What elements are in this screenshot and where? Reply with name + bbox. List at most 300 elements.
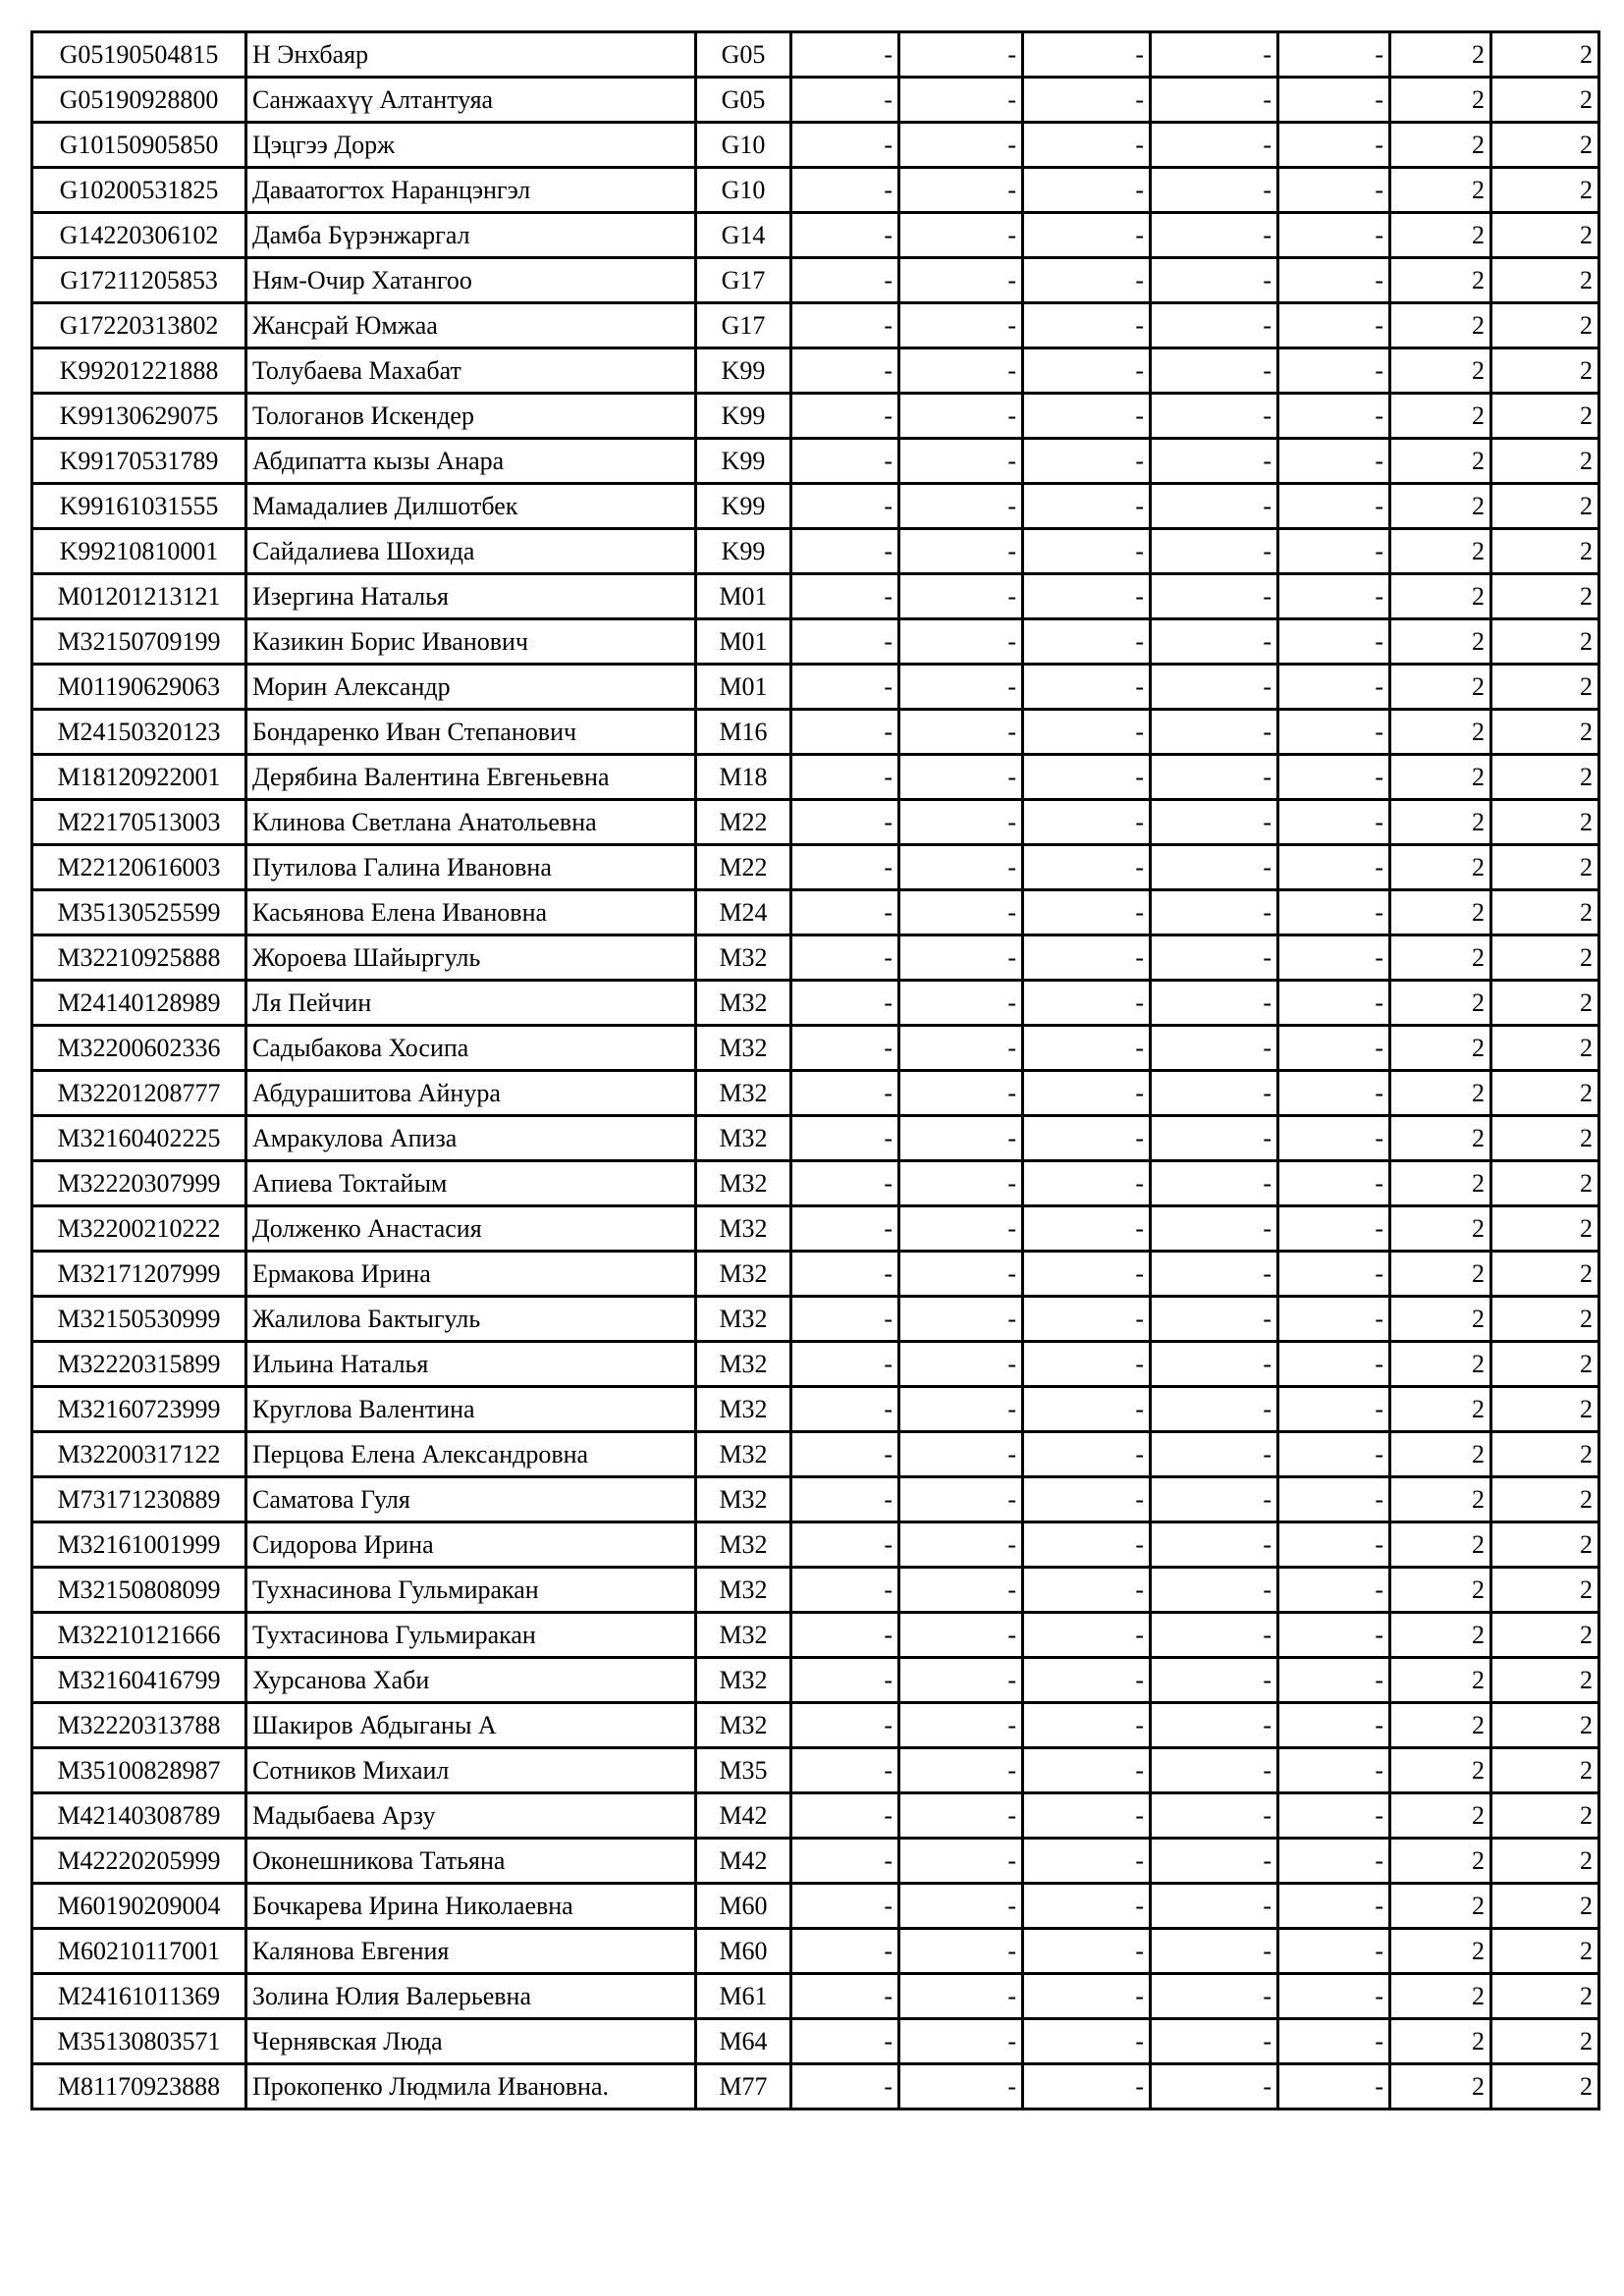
participant-id-cell: K99130629075 bbox=[32, 394, 246, 439]
table-row bbox=[32, 303, 1599, 348]
participant-id-cell: M32160402225 bbox=[32, 1116, 246, 1161]
participant-name-cell: Мадыбаева Арзу bbox=[246, 1793, 696, 1839]
score-cell-3: - bbox=[1023, 1252, 1151, 1297]
score-cell-5: - bbox=[1278, 1387, 1390, 1432]
value-cell-1: 2 bbox=[1390, 529, 1491, 574]
score-cell-2: - bbox=[899, 1793, 1023, 1839]
score-cell-1: - bbox=[791, 574, 899, 619]
score-cell-1: - bbox=[791, 1839, 899, 1884]
table-row bbox=[32, 890, 1599, 935]
table-row bbox=[32, 2019, 1599, 2064]
score-cell-3: - bbox=[1023, 1026, 1151, 1071]
value-cell-1: 2 bbox=[1390, 213, 1491, 258]
group-code-cell: M32 bbox=[696, 1026, 791, 1071]
score-cell-3: - bbox=[1023, 1342, 1151, 1387]
value-cell-1: 2 bbox=[1390, 665, 1491, 710]
table-row bbox=[32, 1748, 1599, 1793]
participant-name-cell: Тухнасинова Гульмиракан bbox=[246, 1568, 696, 1613]
score-cell-5: - bbox=[1278, 303, 1390, 348]
value-cell-1: 2 bbox=[1390, 168, 1491, 213]
value-cell-1: 2 bbox=[1390, 1297, 1491, 1342]
participant-id-cell: M73171230889 bbox=[32, 1477, 246, 1522]
participant-name-cell: Оконешникова Татьяна bbox=[246, 1839, 696, 1884]
value-cell-2: 2 bbox=[1491, 1342, 1599, 1387]
participant-name-cell: Изергина Наталья bbox=[246, 574, 696, 619]
participant-id-cell: M32220307999 bbox=[32, 1161, 246, 1206]
score-cell-5: - bbox=[1278, 1884, 1390, 1929]
participant-id-cell: M32200317122 bbox=[32, 1432, 246, 1477]
table-row bbox=[32, 213, 1599, 258]
table-row bbox=[32, 619, 1599, 665]
table-row bbox=[32, 1026, 1599, 1071]
score-cell-1: - bbox=[791, 484, 899, 529]
participant-name-cell: Сайдалиева Шохида bbox=[246, 529, 696, 574]
score-cell-4: - bbox=[1151, 619, 1278, 665]
value-cell-2: 2 bbox=[1491, 755, 1599, 800]
value-cell-1: 2 bbox=[1390, 123, 1491, 168]
score-cell-5: - bbox=[1278, 845, 1390, 890]
participant-name-cell: Цэцгээ Дорж bbox=[246, 123, 696, 168]
table-row bbox=[32, 1252, 1599, 1297]
value-cell-1: 2 bbox=[1390, 1522, 1491, 1568]
score-cell-3: - bbox=[1023, 800, 1151, 845]
score-cell-5: - bbox=[1278, 1929, 1390, 1974]
participant-id-cell: M24140128989 bbox=[32, 981, 246, 1026]
group-code-cell: M01 bbox=[696, 574, 791, 619]
value-cell-2: 2 bbox=[1491, 1026, 1599, 1071]
score-cell-3: - bbox=[1023, 78, 1151, 123]
score-cell-2: - bbox=[899, 1658, 1023, 1703]
score-cell-5: - bbox=[1278, 665, 1390, 710]
participant-name-cell: Чернявская Люда bbox=[246, 2019, 696, 2064]
score-cell-1: - bbox=[791, 619, 899, 665]
score-cell-4: - bbox=[1151, 1839, 1278, 1884]
participant-id-cell: M24161011369 bbox=[32, 1974, 246, 2019]
score-cell-2: - bbox=[899, 1071, 1023, 1116]
participant-id-cell: M35130803571 bbox=[32, 2019, 246, 2064]
score-cell-1: - bbox=[791, 1658, 899, 1703]
score-cell-5: - bbox=[1278, 1974, 1390, 2019]
participant-id-cell: G17220313802 bbox=[32, 303, 246, 348]
value-cell-2: 2 bbox=[1491, 710, 1599, 755]
table-row bbox=[32, 1297, 1599, 1342]
value-cell-2: 2 bbox=[1491, 394, 1599, 439]
score-cell-1: - bbox=[791, 1161, 899, 1206]
table-row bbox=[32, 123, 1599, 168]
participant-id-cell: M32150709199 bbox=[32, 619, 246, 665]
score-cell-5: - bbox=[1278, 1658, 1390, 1703]
participant-id-cell: M01190629063 bbox=[32, 665, 246, 710]
score-cell-4: - bbox=[1151, 1884, 1278, 1929]
table-row bbox=[32, 800, 1599, 845]
score-cell-3: - bbox=[1023, 1793, 1151, 1839]
value-cell-1: 2 bbox=[1390, 484, 1491, 529]
score-cell-4: - bbox=[1151, 665, 1278, 710]
score-cell-3: - bbox=[1023, 484, 1151, 529]
score-cell-4: - bbox=[1151, 439, 1278, 484]
value-cell-2: 2 bbox=[1491, 348, 1599, 394]
score-cell-4: - bbox=[1151, 168, 1278, 213]
score-cell-4: - bbox=[1151, 213, 1278, 258]
score-cell-1: - bbox=[791, 32, 899, 78]
score-cell-1: - bbox=[791, 439, 899, 484]
score-cell-2: - bbox=[899, 1297, 1023, 1342]
score-cell-3: - bbox=[1023, 1432, 1151, 1477]
participant-name-cell: Дамба Бүрэнжаргал bbox=[246, 213, 696, 258]
group-code-cell: M32 bbox=[696, 1522, 791, 1568]
score-cell-4: - bbox=[1151, 1297, 1278, 1342]
score-cell-4: - bbox=[1151, 529, 1278, 574]
score-cell-3: - bbox=[1023, 1116, 1151, 1161]
group-code-cell: K99 bbox=[696, 439, 791, 484]
value-cell-1: 2 bbox=[1390, 845, 1491, 890]
score-cell-4: - bbox=[1151, 1161, 1278, 1206]
table-row bbox=[32, 1071, 1599, 1116]
score-cell-1: - bbox=[791, 800, 899, 845]
score-cell-1: - bbox=[791, 394, 899, 439]
value-cell-1: 2 bbox=[1390, 1206, 1491, 1252]
score-cell-2: - bbox=[899, 935, 1023, 981]
value-cell-2: 2 bbox=[1491, 665, 1599, 710]
score-cell-2: - bbox=[899, 845, 1023, 890]
score-cell-1: - bbox=[791, 710, 899, 755]
value-cell-1: 2 bbox=[1390, 1342, 1491, 1387]
group-code-cell: M42 bbox=[696, 1793, 791, 1839]
score-cell-3: - bbox=[1023, 303, 1151, 348]
value-cell-2: 2 bbox=[1491, 2019, 1599, 2064]
score-cell-1: - bbox=[791, 1613, 899, 1658]
value-cell-1: 2 bbox=[1390, 1477, 1491, 1522]
score-cell-2: - bbox=[899, 1161, 1023, 1206]
value-cell-2: 2 bbox=[1491, 1071, 1599, 1116]
score-cell-3: - bbox=[1023, 981, 1151, 1026]
participant-name-cell: Клинова Светлана Анатольевна bbox=[246, 800, 696, 845]
table-row bbox=[32, 1342, 1599, 1387]
score-cell-4: - bbox=[1151, 574, 1278, 619]
participant-name-cell: Морин Александр bbox=[246, 665, 696, 710]
group-code-cell: M32 bbox=[696, 1252, 791, 1297]
participant-name-cell: Саматова Гуля bbox=[246, 1477, 696, 1522]
participant-name-cell: Н Энхбаяр bbox=[246, 32, 696, 78]
group-code-cell: G10 bbox=[696, 123, 791, 168]
value-cell-2: 2 bbox=[1491, 78, 1599, 123]
participant-name-cell: Круглова Валентина bbox=[246, 1387, 696, 1432]
score-cell-4: - bbox=[1151, 1748, 1278, 1793]
participant-id-cell: M32220315899 bbox=[32, 1342, 246, 1387]
value-cell-1: 2 bbox=[1390, 1432, 1491, 1477]
score-cell-4: - bbox=[1151, 1071, 1278, 1116]
score-cell-4: - bbox=[1151, 32, 1278, 78]
score-cell-2: - bbox=[899, 1839, 1023, 1884]
participant-id-cell: M60190209004 bbox=[32, 1884, 246, 1929]
score-cell-4: - bbox=[1151, 1477, 1278, 1522]
participant-name-cell: Мамадалиев Дилшотбек bbox=[246, 484, 696, 529]
table-row bbox=[32, 1793, 1599, 1839]
score-cell-5: - bbox=[1278, 1522, 1390, 1568]
score-cell-5: - bbox=[1278, 755, 1390, 800]
table-row bbox=[32, 1974, 1599, 2019]
value-cell-2: 2 bbox=[1491, 2064, 1599, 2109]
score-cell-5: - bbox=[1278, 348, 1390, 394]
score-cell-1: - bbox=[791, 935, 899, 981]
score-cell-3: - bbox=[1023, 258, 1151, 303]
group-code-cell: M61 bbox=[696, 1974, 791, 2019]
score-cell-3: - bbox=[1023, 1477, 1151, 1522]
score-cell-3: - bbox=[1023, 1748, 1151, 1793]
table-row bbox=[32, 529, 1599, 574]
participant-id-cell: M32161001999 bbox=[32, 1522, 246, 1568]
participant-id-cell: G10200531825 bbox=[32, 168, 246, 213]
score-cell-3: - bbox=[1023, 1206, 1151, 1252]
score-cell-5: - bbox=[1278, 1026, 1390, 1071]
score-cell-2: - bbox=[899, 1703, 1023, 1748]
group-code-cell: M16 bbox=[696, 710, 791, 755]
value-cell-1: 2 bbox=[1390, 1387, 1491, 1432]
value-cell-2: 2 bbox=[1491, 1568, 1599, 1613]
value-cell-2: 2 bbox=[1491, 619, 1599, 665]
group-code-cell: M32 bbox=[696, 1161, 791, 1206]
score-cell-4: - bbox=[1151, 1432, 1278, 1477]
participant-id-cell: M32150530999 bbox=[32, 1297, 246, 1342]
value-cell-2: 2 bbox=[1491, 1793, 1599, 1839]
participant-name-cell: Калянова Евгения bbox=[246, 1929, 696, 1974]
value-cell-2: 2 bbox=[1491, 935, 1599, 981]
score-cell-2: - bbox=[899, 303, 1023, 348]
score-cell-5: - bbox=[1278, 1432, 1390, 1477]
group-code-cell: K99 bbox=[696, 348, 791, 394]
score-cell-5: - bbox=[1278, 529, 1390, 574]
group-code-cell: M32 bbox=[696, 1432, 791, 1477]
score-cell-4: - bbox=[1151, 258, 1278, 303]
score-cell-1: - bbox=[791, 890, 899, 935]
score-cell-2: - bbox=[899, 1613, 1023, 1658]
value-cell-1: 2 bbox=[1390, 1884, 1491, 1929]
table-row bbox=[32, 1568, 1599, 1613]
score-cell-5: - bbox=[1278, 1206, 1390, 1252]
participant-id-cell: M35130525599 bbox=[32, 890, 246, 935]
score-cell-4: - bbox=[1151, 1568, 1278, 1613]
group-code-cell: M77 bbox=[696, 2064, 791, 2109]
score-cell-4: - bbox=[1151, 348, 1278, 394]
score-cell-2: - bbox=[899, 619, 1023, 665]
score-cell-4: - bbox=[1151, 981, 1278, 1026]
score-cell-1: - bbox=[791, 1793, 899, 1839]
value-cell-2: 2 bbox=[1491, 1974, 1599, 2019]
participant-name-cell: Абдипатта кызы Анара bbox=[246, 439, 696, 484]
score-cell-2: - bbox=[899, 348, 1023, 394]
table-row bbox=[32, 1613, 1599, 1658]
value-cell-1: 2 bbox=[1390, 1793, 1491, 1839]
score-cell-2: - bbox=[899, 1929, 1023, 1974]
participant-name-cell: Апиева Токтайым bbox=[246, 1161, 696, 1206]
value-cell-2: 2 bbox=[1491, 1116, 1599, 1161]
score-cell-1: - bbox=[791, 665, 899, 710]
value-cell-2: 2 bbox=[1491, 1703, 1599, 1748]
group-code-cell: M24 bbox=[696, 890, 791, 935]
group-code-cell: M01 bbox=[696, 619, 791, 665]
score-cell-5: - bbox=[1278, 1613, 1390, 1658]
value-cell-2: 2 bbox=[1491, 1884, 1599, 1929]
score-cell-2: - bbox=[899, 710, 1023, 755]
score-cell-2: - bbox=[899, 665, 1023, 710]
score-cell-1: - bbox=[791, 1432, 899, 1477]
score-cell-5: - bbox=[1278, 1477, 1390, 1522]
score-cell-4: - bbox=[1151, 1974, 1278, 2019]
group-code-cell: M22 bbox=[696, 800, 791, 845]
value-cell-2: 2 bbox=[1491, 981, 1599, 1026]
table-row bbox=[32, 1432, 1599, 1477]
table-row bbox=[32, 574, 1599, 619]
score-cell-4: - bbox=[1151, 1252, 1278, 1297]
score-cell-4: - bbox=[1151, 1206, 1278, 1252]
group-code-cell: M32 bbox=[696, 1387, 791, 1432]
group-code-cell: M32 bbox=[696, 1116, 791, 1161]
score-cell-1: - bbox=[791, 2064, 899, 2109]
score-cell-5: - bbox=[1278, 1297, 1390, 1342]
participant-id-cell: G05190928800 bbox=[32, 78, 246, 123]
score-cell-2: - bbox=[899, 123, 1023, 168]
score-cell-5: - bbox=[1278, 1793, 1390, 1839]
group-code-cell: G14 bbox=[696, 213, 791, 258]
group-code-cell: M32 bbox=[696, 1568, 791, 1613]
score-cell-4: - bbox=[1151, 755, 1278, 800]
group-code-cell: M32 bbox=[696, 1477, 791, 1522]
participant-name-cell: Казикин Борис Иванович bbox=[246, 619, 696, 665]
table-row bbox=[32, 1116, 1599, 1161]
score-cell-5: - bbox=[1278, 258, 1390, 303]
score-cell-3: - bbox=[1023, 1929, 1151, 1974]
participant-id-cell: M32201208777 bbox=[32, 1071, 246, 1116]
score-cell-1: - bbox=[791, 529, 899, 574]
group-code-cell: K99 bbox=[696, 394, 791, 439]
value-cell-1: 2 bbox=[1390, 1071, 1491, 1116]
score-cell-1: - bbox=[791, 1342, 899, 1387]
score-cell-5: - bbox=[1278, 981, 1390, 1026]
score-cell-4: - bbox=[1151, 710, 1278, 755]
score-cell-2: - bbox=[899, 439, 1023, 484]
participant-id-cell: M22120616003 bbox=[32, 845, 246, 890]
score-cell-3: - bbox=[1023, 213, 1151, 258]
value-cell-2: 2 bbox=[1491, 529, 1599, 574]
score-cell-4: - bbox=[1151, 1342, 1278, 1387]
group-code-cell: M35 bbox=[696, 1748, 791, 1793]
value-cell-2: 2 bbox=[1491, 1658, 1599, 1703]
group-code-cell: M32 bbox=[696, 1206, 791, 1252]
participant-id-cell: G14220306102 bbox=[32, 213, 246, 258]
participant-name-cell: Бочкарева Ирина Николаевна bbox=[246, 1884, 696, 1929]
value-cell-1: 2 bbox=[1390, 1613, 1491, 1658]
group-code-cell: M32 bbox=[696, 1613, 791, 1658]
participant-id-cell: M42220205999 bbox=[32, 1839, 246, 1884]
score-cell-2: - bbox=[899, 78, 1023, 123]
score-cell-1: - bbox=[791, 348, 899, 394]
value-cell-2: 2 bbox=[1491, 1929, 1599, 1974]
group-code-cell: M32 bbox=[696, 1342, 791, 1387]
score-cell-5: - bbox=[1278, 935, 1390, 981]
participant-name-cell: Дерябина Валентина Евгеньевна bbox=[246, 755, 696, 800]
participant-name-cell: Путилова Галина Ивановна bbox=[246, 845, 696, 890]
score-cell-5: - bbox=[1278, 619, 1390, 665]
participant-name-cell: Жансрай Юмжаа bbox=[246, 303, 696, 348]
table-row bbox=[32, 1161, 1599, 1206]
score-cell-3: - bbox=[1023, 1884, 1151, 1929]
table-row bbox=[32, 665, 1599, 710]
value-cell-1: 2 bbox=[1390, 2064, 1491, 2109]
table-row bbox=[32, 484, 1599, 529]
score-cell-3: - bbox=[1023, 439, 1151, 484]
score-cell-1: - bbox=[791, 1929, 899, 1974]
value-cell-1: 2 bbox=[1390, 1658, 1491, 1703]
score-cell-1: - bbox=[791, 1116, 899, 1161]
participant-id-cell: K99161031555 bbox=[32, 484, 246, 529]
value-cell-1: 2 bbox=[1390, 32, 1491, 78]
value-cell-1: 2 bbox=[1390, 2019, 1491, 2064]
group-code-cell: M60 bbox=[696, 1929, 791, 1974]
group-code-cell: M32 bbox=[696, 1297, 791, 1342]
participant-id-cell: G17211205853 bbox=[32, 258, 246, 303]
table-row bbox=[32, 1387, 1599, 1432]
group-code-cell: G05 bbox=[696, 78, 791, 123]
score-cell-2: - bbox=[899, 32, 1023, 78]
score-cell-2: - bbox=[899, 574, 1023, 619]
score-cell-4: - bbox=[1151, 1929, 1278, 1974]
value-cell-2: 2 bbox=[1491, 1432, 1599, 1477]
score-cell-2: - bbox=[899, 529, 1023, 574]
value-cell-2: 2 bbox=[1491, 439, 1599, 484]
value-cell-1: 2 bbox=[1390, 78, 1491, 123]
participant-id-cell: G10150905850 bbox=[32, 123, 246, 168]
score-cell-1: - bbox=[791, 1297, 899, 1342]
score-cell-4: - bbox=[1151, 1658, 1278, 1703]
table-row bbox=[32, 394, 1599, 439]
participant-id-cell: M32220313788 bbox=[32, 1703, 246, 1748]
participant-id-cell: M81170923888 bbox=[32, 2064, 246, 2109]
score-cell-2: - bbox=[899, 213, 1023, 258]
group-code-cell: M32 bbox=[696, 1071, 791, 1116]
score-cell-1: - bbox=[791, 1884, 899, 1929]
score-cell-5: - bbox=[1278, 710, 1390, 755]
score-cell-5: - bbox=[1278, 394, 1390, 439]
score-cell-1: - bbox=[791, 213, 899, 258]
table-row bbox=[32, 935, 1599, 981]
participant-name-cell: Сотников Михаил bbox=[246, 1748, 696, 1793]
score-cell-5: - bbox=[1278, 1703, 1390, 1748]
participant-name-cell: Жороева Шайыргуль bbox=[246, 935, 696, 981]
score-cell-4: - bbox=[1151, 394, 1278, 439]
group-code-cell: M32 bbox=[696, 1703, 791, 1748]
score-cell-5: - bbox=[1278, 1568, 1390, 1613]
participant-name-cell: Ильина Наталья bbox=[246, 1342, 696, 1387]
roster-table bbox=[30, 30, 1600, 2110]
score-cell-5: - bbox=[1278, 32, 1390, 78]
table-row bbox=[32, 1477, 1599, 1522]
group-code-cell: M64 bbox=[696, 2019, 791, 2064]
group-code-cell: M18 bbox=[696, 755, 791, 800]
value-cell-2: 2 bbox=[1491, 845, 1599, 890]
score-cell-1: - bbox=[791, 1748, 899, 1793]
score-cell-1: - bbox=[791, 1252, 899, 1297]
table-row bbox=[32, 1839, 1599, 1884]
value-cell-2: 2 bbox=[1491, 1161, 1599, 1206]
value-cell-1: 2 bbox=[1390, 755, 1491, 800]
value-cell-2: 2 bbox=[1491, 303, 1599, 348]
table-row bbox=[32, 348, 1599, 394]
value-cell-1: 2 bbox=[1390, 348, 1491, 394]
value-cell-2: 2 bbox=[1491, 258, 1599, 303]
participant-id-cell: M22170513003 bbox=[32, 800, 246, 845]
value-cell-2: 2 bbox=[1491, 574, 1599, 619]
group-code-cell: M32 bbox=[696, 1658, 791, 1703]
